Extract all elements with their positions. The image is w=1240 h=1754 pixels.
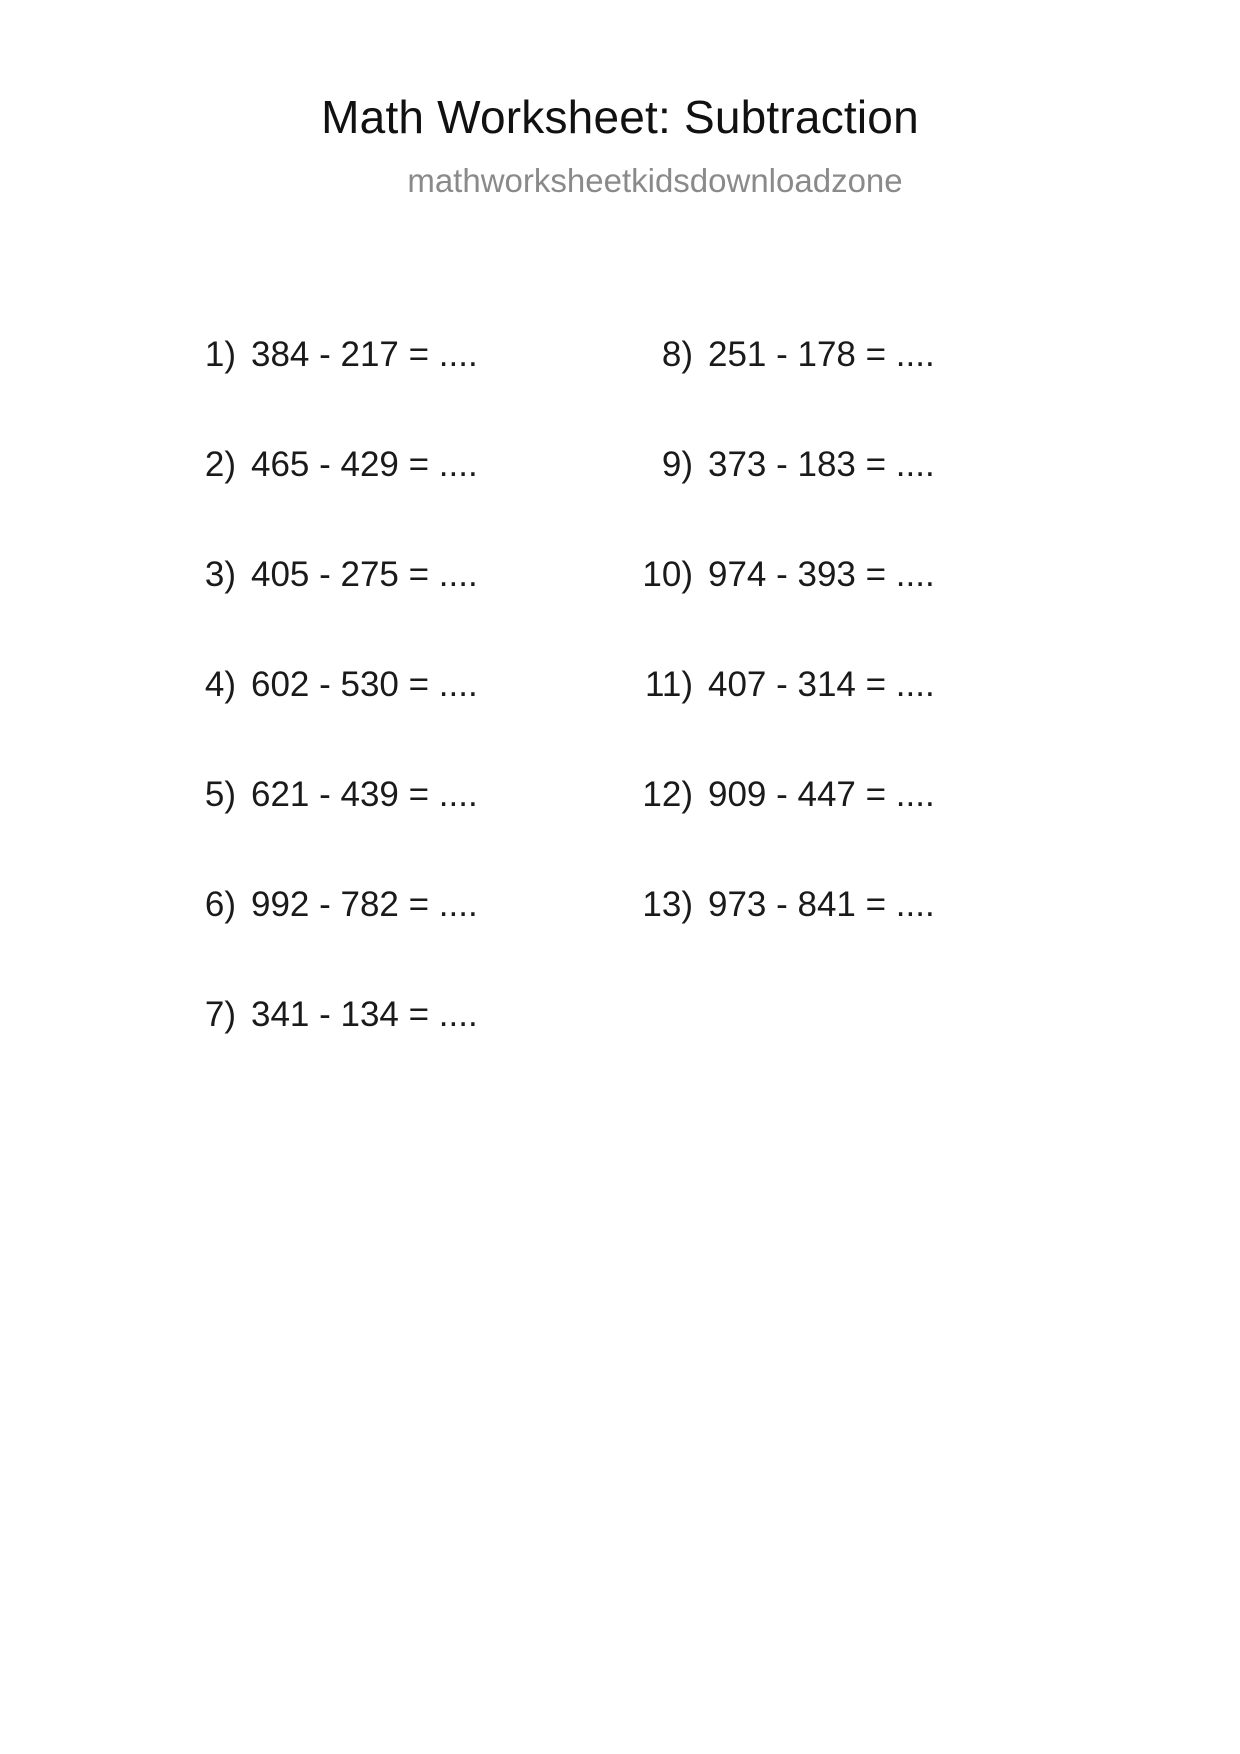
problem-item [178,300,618,410]
problem-text: 405 - 275 = .... [251,555,478,594]
page-title: Math Worksheet: Subtraction [321,91,919,143]
problem-number: 9) [661,445,693,484]
problem-text: 909 - 447 = .... [708,775,935,814]
problem-item [625,410,1065,520]
problem-text: 341 - 134 = .... [251,995,478,1034]
problem-item [178,630,618,740]
problem-item [625,520,1065,630]
problem-text: 465 - 429 = .... [251,445,478,484]
problem-item [625,740,1065,850]
problem-text: 373 - 183 = .... [708,445,935,484]
problem-item [178,520,618,630]
problem-text: 974 - 393 = .... [708,555,935,594]
problem-number: 8) [661,335,693,374]
problem-item [178,850,618,960]
problem-number: 10) [642,555,693,594]
problem-item [625,850,1065,960]
problem-text: 602 - 530 = .... [251,665,478,704]
problem-item [178,960,618,1070]
problem-text: 384 - 217 = .... [251,335,478,374]
problem-text: 407 - 314 = .... [708,665,935,704]
problem-number: 13) [642,885,693,924]
problem-item [178,410,618,520]
problem-item [625,630,1065,740]
problem-text: 251 - 178 = .... [708,335,935,374]
problem-item [178,740,618,850]
problem-text: 621 - 439 = .... [251,775,478,814]
problem-number: 1) [204,335,236,374]
problem-number: 6) [204,885,236,924]
problem-list [0,300,1240,1070]
problem-number: 3) [204,555,236,594]
problem-number: 4) [204,665,236,704]
problem-text: 973 - 841 = .... [708,885,935,924]
problem-number: 12) [642,775,693,814]
problem-number: 11) [645,665,693,704]
problem-number: 5) [204,775,236,814]
page-subtitle: mathworksheetkidsdownloadzone [407,161,903,199]
right-column [625,300,1065,1070]
problem-item [625,300,1065,410]
left-column [178,300,618,1070]
problem-number: 7) [204,995,236,1034]
problem-text: 992 - 782 = .... [251,885,478,924]
problem-number: 2) [204,445,236,484]
